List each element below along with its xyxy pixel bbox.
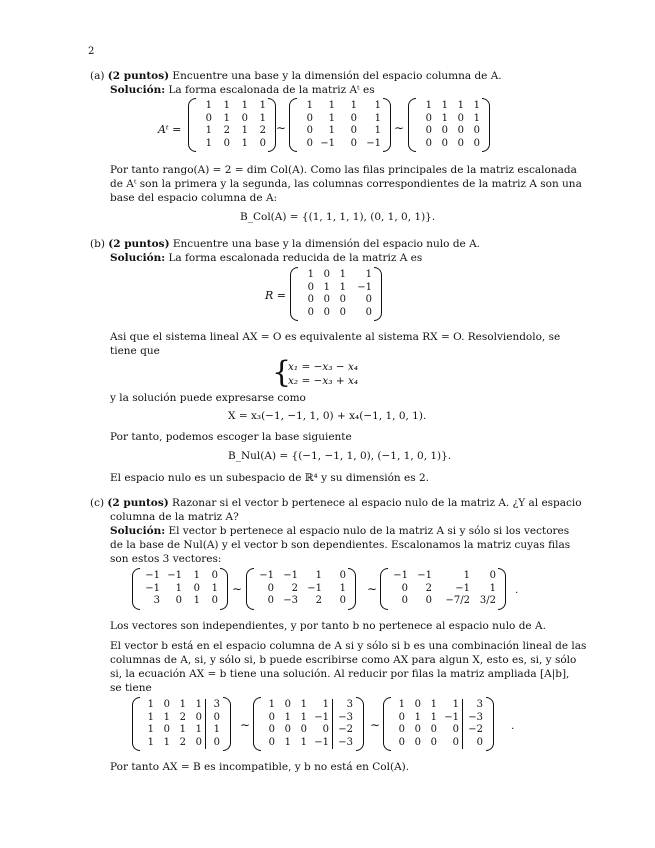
c-period-1: . <box>515 584 519 596</box>
matrix-cell: 0 <box>365 294 372 305</box>
matrix-cell: 0 <box>268 724 275 735</box>
matrix-cell: 1 <box>300 699 307 710</box>
matrix-row <box>198 138 266 151</box>
matrix-cell: 0 <box>401 582 408 594</box>
matrix-cell: 0 <box>267 582 274 594</box>
matrix-row <box>390 583 496 596</box>
matrix-cell: 0 <box>267 595 274 606</box>
matrix-cell: 0 <box>425 595 432 606</box>
matrix-cell: 2 <box>425 582 432 594</box>
matrix-cell: 1 <box>268 699 275 710</box>
matrix-cell: 1 <box>300 736 307 748</box>
matrix-row <box>142 724 221 737</box>
left-paren <box>253 697 261 751</box>
c-paragraph-line-4: si, la ecuación AX = b tiene una solución. Al reducir por filas la matriz ampliada [A|b], <box>110 668 570 680</box>
matrix-cell: 1 <box>205 137 212 149</box>
matrix-cell: −3 <box>338 736 353 748</box>
b-matrix-r <box>290 267 382 321</box>
matrix-cell: 1 <box>339 281 346 293</box>
matrix-cell: 1 <box>186 699 206 712</box>
matrix-cell: 0 <box>401 595 408 606</box>
matrix-cell: 1 <box>193 570 200 581</box>
matrix-cell: 2 <box>291 582 298 594</box>
right-paren <box>482 98 490 152</box>
matrix-cell: 0 <box>323 294 330 305</box>
matrix-cell: 0 <box>284 699 291 710</box>
matrix-cell: 3 <box>213 699 220 710</box>
matrix-cell: 0 <box>163 724 170 735</box>
matrix-cell: 0 <box>441 137 448 149</box>
matrix-cell: 0 <box>175 595 182 606</box>
b-paragraph-line-3: y la solución puede expresarse como <box>110 392 306 404</box>
matrix-cell: 0 <box>339 570 346 581</box>
matrix-cell: 0 <box>425 125 432 136</box>
matrix-cell: 0 <box>414 724 421 735</box>
a-sim-2: ∼ <box>394 121 405 135</box>
c-augmented-matrix-2 <box>253 697 364 751</box>
b-system-eq-2: x₂ = −x₃ + x₄ <box>288 375 359 387</box>
b-paragraph-line-1: Asi que el sistema lineal AX = O es equivalente al sistema RX = O. Resolviendolo, se <box>110 331 561 343</box>
matrix-cell: 0 <box>398 724 405 735</box>
matrix-cell: 0 <box>307 281 314 293</box>
matrix-row <box>198 113 266 126</box>
matrix-cell: 1 <box>328 112 335 124</box>
matrix-cell: 1 <box>323 281 330 293</box>
matrix-cell: 0 <box>398 711 405 723</box>
c-paragraph-line-5: se tiene <box>110 682 152 694</box>
matrix-cell: 1 <box>463 570 470 581</box>
matrix-row <box>142 583 218 596</box>
matrix-cell: 1 <box>179 724 186 735</box>
matrix-cell: −2 <box>468 724 483 735</box>
matrix-cell: 0 <box>339 306 346 318</box>
matrix-row <box>390 595 496 608</box>
matrix-cell: 1 <box>147 711 154 723</box>
b-system <box>288 360 358 388</box>
part-a-heading: (a) (2 puntos) Encuentre una base y la dimensión del espacio columna de A. <box>90 70 502 82</box>
matrix-cell: 1 <box>306 100 313 111</box>
matrix-cell: −1 <box>366 137 381 149</box>
matrix-row <box>142 737 221 750</box>
matrix-cell: 1 <box>430 711 437 723</box>
left-paren <box>188 98 196 152</box>
matrix-cell: 0 <box>430 736 437 748</box>
matrix-cell: 0 <box>186 737 206 750</box>
b-system-brace: { <box>272 355 292 390</box>
matrix-cell: 0 <box>339 595 346 606</box>
matrix-cell: 2 <box>259 125 266 136</box>
matrix-cell: 1 <box>163 736 170 748</box>
matrix-cell: 0 <box>339 294 346 305</box>
c-matrix-2 <box>246 568 356 610</box>
matrix-cell: 0 <box>365 306 372 318</box>
a-matrix-label: Aᵗ = <box>158 123 182 136</box>
left-paren <box>289 98 297 152</box>
b-solution-equation: X = x₃(−1, −1, 1, 0) + x₄(−1, 1, 0, 1). <box>228 410 427 422</box>
matrix-cell: 0 <box>213 736 220 748</box>
matrix-row <box>300 282 372 295</box>
matrix-cell: 1 <box>307 269 314 280</box>
matrix-cell: 1 <box>374 100 381 111</box>
matrix-cell: 1 <box>205 125 212 136</box>
matrix-cell: 0 <box>306 125 313 136</box>
a-matrix-2 <box>289 98 391 152</box>
matrix-row <box>418 113 480 126</box>
matrix-cell: −1 <box>145 582 160 594</box>
matrix-cell: 0 <box>300 724 307 735</box>
matrix-cell: 2 <box>223 125 230 136</box>
c-augmented-matrix-1 <box>132 697 231 751</box>
matrix-cell: 0 <box>323 269 330 280</box>
matrix-body <box>297 98 383 152</box>
matrix-cell: 1 <box>374 112 381 124</box>
matrix-cell: 0 <box>350 137 357 149</box>
matrix-cell: 0 <box>307 306 314 318</box>
matrix-cell: 1 <box>241 125 248 136</box>
matrix-row <box>300 294 372 307</box>
matrix-cell: 0 <box>414 736 421 748</box>
matrix-cell: 2 <box>315 595 322 606</box>
matrix-cell: 3 <box>476 699 483 710</box>
left-paren <box>408 98 416 152</box>
matrix-cell: 1 <box>186 724 206 737</box>
c-sim-1: ∼ <box>232 582 243 596</box>
b-paragraph-line-4: Por tanto, podemos escoger la base siguiente <box>110 431 352 443</box>
right-paren <box>356 697 364 751</box>
c-solution-line-2: de la base de Nul(A) y el vector b son dependientes. Escalonamos la matriz cuyas filas <box>110 539 571 551</box>
matrix-cell: 1 <box>339 582 346 594</box>
matrix-cell: 0 <box>430 724 437 735</box>
matrix-cell: 1 <box>223 112 230 124</box>
matrix-body <box>196 98 268 152</box>
matrix-cell: 0 <box>437 724 463 737</box>
right-paren <box>348 568 356 610</box>
part-a-solution-intro: Solución: La forma escalonada de la matriz Aᵗ es <box>110 84 375 96</box>
matrix-row <box>418 100 480 113</box>
matrix-cell: 1 <box>284 711 291 723</box>
matrix-row <box>142 699 221 712</box>
matrix-cell: 1 <box>441 112 448 124</box>
left-paren <box>132 697 140 751</box>
part-c-solution-intro: Solución: El vector b pertenece al espacio nulo de la matriz A si y sólo si los vectores <box>110 525 570 537</box>
left-paren <box>290 267 298 321</box>
matrix-cell: 1 <box>473 100 480 111</box>
matrix-cell: 1 <box>441 100 448 111</box>
matrix-row <box>300 307 372 320</box>
part-b-solution-intro: Solución: La forma escalonada reducida de la matriz A es <box>110 252 423 264</box>
matrix-cell: 1 <box>175 582 182 594</box>
matrix-cell: 3 <box>346 699 353 710</box>
part-c-heading-line-2: columna de la matriz A? <box>110 511 239 523</box>
matrix-cell: −1 <box>357 281 372 293</box>
matrix-cell: −1 <box>320 137 335 149</box>
matrix-body <box>391 697 486 751</box>
right-paren <box>383 98 391 152</box>
matrix-cell: 0 <box>163 699 170 710</box>
matrix-cell: 1 <box>315 570 322 581</box>
matrix-cell: 1 <box>213 724 220 735</box>
matrix-row <box>393 724 484 737</box>
matrix-cell: 1 <box>259 100 266 111</box>
matrix-cell: 1 <box>300 711 307 723</box>
matrix-cell: −1 <box>307 712 333 725</box>
matrix-cell: 1 <box>223 100 230 111</box>
a-paragraph-line-1: Por tanto rango(A) = 2 = dim Col(A). Como las filas principales de la matriz escalonada <box>110 164 577 176</box>
matrix-row <box>393 699 484 712</box>
matrix-cell: 1 <box>473 112 480 124</box>
matrix-cell: 0 <box>476 736 483 748</box>
c-matrix-3 <box>380 568 506 610</box>
matrix-cell: 1 <box>430 699 437 710</box>
matrix-cell: 0 <box>259 137 266 149</box>
matrix-cell: 0 <box>398 736 405 748</box>
matrix-cell: 0 <box>306 112 313 124</box>
matrix-row <box>299 113 381 126</box>
c-paragraph-line-2: El vector b está en el espacio columna de A si y sólo si b es una combinación lineal de las <box>110 640 587 652</box>
matrix-cell: −1 <box>455 582 470 594</box>
matrix-cell: 1 <box>489 582 496 594</box>
matrix-cell: −1 <box>259 570 274 581</box>
matrix-cell: 0 <box>213 711 220 723</box>
right-paren <box>268 98 276 152</box>
matrix-cell: −7/2 <box>445 595 470 606</box>
matrix-cell: 0 <box>268 736 275 748</box>
matrix-cell: 1 <box>374 125 381 136</box>
matrix-cell: 0 <box>489 570 496 581</box>
matrix-cell: 1 <box>307 699 333 712</box>
matrix-cell: 1 <box>193 595 200 606</box>
matrix-cell: 1 <box>205 100 212 111</box>
matrix-cell: 3/2 <box>479 595 496 606</box>
matrix-body <box>254 568 348 610</box>
matrix-cell: 1 <box>259 112 266 124</box>
c-solution-line-3: son estos 3 vectores: <box>110 553 222 565</box>
matrix-cell: 0 <box>473 125 480 136</box>
matrix-cell: 0 <box>284 724 291 735</box>
matrix-cell: 1 <box>211 582 218 594</box>
matrix-cell: 0 <box>268 711 275 723</box>
matrix-row <box>393 737 484 750</box>
c-period-2: . <box>511 720 515 732</box>
b-paragraph-line-5: El espacio nulo es un subespacio de ℝ⁴ y su dimensión es 2. <box>110 472 429 484</box>
matrix-cell: 0 <box>211 595 218 606</box>
left-paren <box>383 697 391 751</box>
matrix-row <box>299 125 381 138</box>
a-matrix-1 <box>188 98 276 152</box>
matrix-cell: 0 <box>457 112 464 124</box>
matrix-cell: −1 <box>145 570 160 581</box>
matrix-cell: 0 <box>441 125 448 136</box>
matrix-cell: −3 <box>338 711 353 723</box>
a-matrix-3 <box>408 98 490 152</box>
matrix-row <box>142 595 218 608</box>
matrix-cell: −1 <box>283 570 298 581</box>
matrix-cell: 0 <box>205 112 212 124</box>
matrix-row <box>418 138 480 151</box>
matrix-cell: 0 <box>414 699 421 710</box>
matrix-cell: 1 <box>147 736 154 748</box>
matrix-cell: 1 <box>398 699 405 710</box>
part-b-heading: (b) (2 puntos) Encuentre una base y la dimensión del espacio nulo de A. <box>90 238 481 250</box>
page-number: 2 <box>88 46 95 57</box>
matrix-body <box>298 267 374 321</box>
matrix-cell: −2 <box>338 724 353 735</box>
matrix-cell: 1 <box>163 711 170 723</box>
matrix-cell: −1 <box>167 570 182 581</box>
part-c-heading: (c) (2 puntos) Razonar si el vector b pertenece al espacio nulo de la matriz A. ¿Y al espacio <box>90 497 582 509</box>
matrix-cell: 0 <box>425 137 432 149</box>
c-matrix-1 <box>132 568 228 610</box>
matrix-cell: 1 <box>339 269 346 280</box>
matrix-row <box>198 100 266 113</box>
right-paren <box>374 267 382 321</box>
matrix-row <box>390 570 496 583</box>
right-paren <box>223 697 231 751</box>
c-conclusion: Por tanto AX = B es incompatible, y b no está en Col(A). <box>110 761 410 773</box>
matrix-cell: 1 <box>241 100 248 111</box>
matrix-cell: −3 <box>283 595 298 606</box>
matrix-row <box>198 125 266 138</box>
c-sim-2: ∼ <box>367 582 378 596</box>
matrix-body <box>416 98 482 152</box>
matrix-cell: −3 <box>468 711 483 723</box>
matrix-cell: 0 <box>307 294 314 305</box>
matrix-cell: −1 <box>307 582 322 594</box>
matrix-row <box>299 138 381 151</box>
matrix-cell: 1 <box>284 736 291 748</box>
matrix-cell: 0 <box>223 137 230 149</box>
right-paren <box>498 568 506 610</box>
matrix-cell: 1 <box>457 100 464 111</box>
matrix-row <box>256 583 346 596</box>
matrix-body <box>140 697 223 751</box>
matrix-body <box>261 697 356 751</box>
matrix-row <box>300 269 372 282</box>
c-sim-3: ∼ <box>240 718 251 732</box>
matrix-cell: 0 <box>241 112 248 124</box>
matrix-cell: −1 <box>437 712 463 725</box>
matrix-cell: 1 <box>179 699 186 710</box>
matrix-cell: 0 <box>193 582 200 594</box>
matrix-cell: 1 <box>437 699 463 712</box>
matrix-body <box>388 568 498 610</box>
matrix-row <box>418 125 480 138</box>
matrix-cell: −1 <box>417 570 432 581</box>
matrix-cell: 0 <box>323 306 330 318</box>
matrix-cell: 0 <box>306 137 313 149</box>
matrix-cell: 0 <box>350 112 357 124</box>
matrix-cell: 0 <box>186 712 206 725</box>
b-system-eq-1: x₁ = −x₃ − x₄ <box>288 361 359 373</box>
a-sim-1: ∼ <box>276 121 287 135</box>
a-paragraph-line-3: base del espacio columna de A: <box>110 192 278 204</box>
right-paren <box>220 568 228 610</box>
matrix-cell: 2 <box>179 711 186 723</box>
c-sim-4: ∼ <box>370 718 381 732</box>
a-paragraph-line-2: de Aᵗ son la primera y la segunda, las columnas correspondientes de la matriz A son una <box>110 178 582 190</box>
matrix-row <box>263 737 354 750</box>
c-paragraph-line-3: columnas de A, si, y sólo si, b puede escribirse como AX para algun X, esto es, si, y sólo <box>110 654 577 666</box>
matrix-row <box>299 100 381 113</box>
c-augmented-matrix-3 <box>383 697 494 751</box>
matrix-cell: 3 <box>153 595 160 606</box>
matrix-row <box>263 724 354 737</box>
matrix-cell: 1 <box>241 137 248 149</box>
matrix-cell: 1 <box>147 699 154 710</box>
right-paren <box>486 697 494 751</box>
b-basis: B_Nul(A) = {(−1, −1, 1, 0), (−1, 1, 0, 1)}. <box>228 450 452 462</box>
b-matrix-label: R = <box>265 289 286 302</box>
matrix-row <box>263 699 354 712</box>
matrix-cell: 0 <box>425 112 432 124</box>
matrix-row <box>263 712 354 725</box>
matrix-row <box>256 595 346 608</box>
matrix-cell: 0 <box>473 137 480 149</box>
matrix-cell: 1 <box>365 269 372 280</box>
left-paren <box>132 568 140 610</box>
matrix-row <box>142 570 218 583</box>
matrix-cell: 0 <box>350 125 357 136</box>
left-paren <box>246 568 254 610</box>
a-basis: B_Col(A) = {(1, 1, 1, 1), (0, 1, 0, 1)}. <box>240 211 436 223</box>
matrix-cell: 1 <box>414 711 421 723</box>
matrix-cell: −1 <box>393 570 408 581</box>
matrix-cell: 0 <box>307 724 333 737</box>
c-paragraph-line-1: Los vectores son independientes, y por tanto b no pertenece al espacio nulo de A. <box>110 620 546 632</box>
matrix-row <box>393 712 484 725</box>
matrix-cell: 1 <box>328 100 335 111</box>
matrix-row <box>142 712 221 725</box>
matrix-cell: 0 <box>437 737 463 750</box>
matrix-cell: 2 <box>179 736 186 748</box>
b-paragraph-line-2: tiene que <box>110 345 160 357</box>
matrix-body <box>140 568 220 610</box>
matrix-cell: 1 <box>350 100 357 111</box>
matrix-row <box>256 570 346 583</box>
matrix-cell: 0 <box>457 125 464 136</box>
matrix-cell: 1 <box>425 100 432 111</box>
matrix-cell: 0 <box>457 137 464 149</box>
left-paren <box>380 568 388 610</box>
matrix-cell: −1 <box>307 737 333 750</box>
matrix-cell: 0 <box>211 570 218 581</box>
matrix-cell: 1 <box>328 125 335 136</box>
matrix-cell: 1 <box>147 724 154 735</box>
